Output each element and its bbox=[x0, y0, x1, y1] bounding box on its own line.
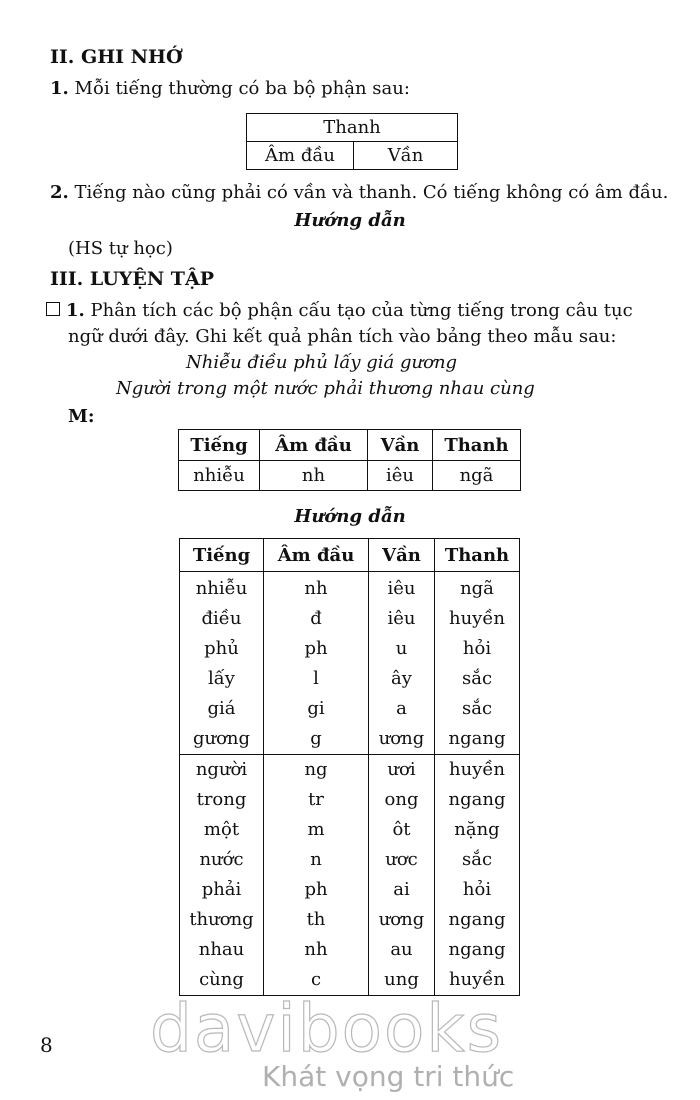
table-cell: trong bbox=[180, 785, 264, 815]
slogan-watermark: Khát vọng tri thức bbox=[262, 1060, 515, 1093]
syllable-structure-table bbox=[246, 113, 458, 170]
table-cell: hỏi bbox=[435, 634, 520, 664]
table-cell: thương bbox=[180, 905, 264, 935]
table-cell: ngã bbox=[435, 572, 520, 605]
table-row bbox=[180, 724, 520, 755]
table-cell: ngang bbox=[435, 785, 520, 815]
table-cell: phủ bbox=[180, 634, 264, 664]
table-cell: u bbox=[369, 634, 435, 664]
col-header: Thanh bbox=[433, 430, 521, 461]
table-row bbox=[180, 905, 520, 935]
table-cell: nh bbox=[260, 461, 368, 491]
structure-onset-cell: Âm đầu bbox=[247, 142, 354, 170]
table-cell: gương bbox=[180, 724, 264, 755]
table-cell: ung bbox=[369, 965, 435, 996]
table-cell: nhau bbox=[180, 935, 264, 965]
table-cell: huyền bbox=[435, 604, 520, 634]
table-row bbox=[180, 935, 520, 965]
answer-table-body bbox=[180, 572, 520, 996]
table-row bbox=[180, 755, 520, 786]
table-row bbox=[180, 845, 520, 875]
table-cell: phải bbox=[180, 875, 264, 905]
table-cell: ong bbox=[369, 785, 435, 815]
structure-rhyme-cell: Vần bbox=[354, 142, 458, 170]
table-cell: huyền bbox=[435, 965, 520, 996]
structure-tone-cell: Thanh bbox=[247, 114, 458, 142]
exercise-1-line-2: ngữ dưới đây. Ghi kết quả phân tích vào bảng theo mẫu sau: bbox=[68, 326, 617, 347]
table-cell: nh bbox=[264, 572, 369, 605]
table-cell: ng bbox=[264, 755, 369, 786]
table-cell: ai bbox=[369, 875, 435, 905]
guide-title-1: Hướng dẫn bbox=[294, 210, 406, 231]
table-cell: ngã bbox=[433, 461, 521, 491]
col-header: Âm đầu bbox=[260, 430, 368, 461]
table-cell: m bbox=[264, 815, 369, 845]
col-header: Vần bbox=[369, 539, 435, 572]
ghi-nho-item-1 bbox=[50, 76, 410, 102]
table-cell: g bbox=[264, 724, 369, 755]
table-cell: người bbox=[180, 755, 264, 786]
table-cell: ương bbox=[369, 724, 435, 755]
col-header: Vần bbox=[368, 430, 433, 461]
table-row bbox=[180, 664, 520, 694]
table-cell: đ bbox=[264, 604, 369, 634]
col-header: Tiếng bbox=[179, 430, 260, 461]
item-text: Tiếng nào cũng phải có vần và thanh. Có tiếng không có âm đầu. bbox=[74, 182, 669, 203]
table-cell: c bbox=[264, 965, 369, 996]
table-row bbox=[180, 875, 520, 905]
table-cell: cùng bbox=[180, 965, 264, 996]
table-cell: ương bbox=[369, 905, 435, 935]
table-row bbox=[180, 572, 520, 605]
table-cell: gi bbox=[264, 694, 369, 724]
table-row bbox=[180, 785, 520, 815]
table-cell: sắc bbox=[435, 664, 520, 694]
table-cell: ôt bbox=[369, 815, 435, 845]
section-luyen-tap-heading: III. LUYỆN TẬP bbox=[50, 268, 214, 290]
section-ghi-nho-heading: II. GHI NHỚ bbox=[50, 46, 183, 68]
table-cell: sắc bbox=[435, 694, 520, 724]
table-cell: ngang bbox=[435, 905, 520, 935]
table-cell: tr bbox=[264, 785, 369, 815]
item-number: 1. bbox=[50, 78, 69, 99]
sample-table bbox=[178, 429, 521, 491]
exercise-1-line-1 bbox=[46, 298, 633, 324]
col-header: Tiếng bbox=[180, 539, 264, 572]
table-cell: điều bbox=[180, 604, 264, 634]
table-cell: lấy bbox=[180, 664, 264, 694]
table-cell: ươi bbox=[369, 755, 435, 786]
table-cell: ngang bbox=[435, 935, 520, 965]
sample-label: M: bbox=[68, 406, 95, 427]
table-cell: hỏi bbox=[435, 875, 520, 905]
proverb-line-1: Nhiễu điều phủ lấy giá gương bbox=[186, 352, 458, 373]
answer-table bbox=[179, 538, 520, 996]
table-row bbox=[180, 694, 520, 724]
table-row bbox=[180, 634, 520, 664]
page-number: 8 bbox=[40, 1033, 53, 1057]
table-cell: ph bbox=[264, 875, 369, 905]
table-cell: nhiễu bbox=[179, 461, 260, 491]
table-cell: iêu bbox=[368, 461, 433, 491]
exercise-number: 1. bbox=[66, 300, 85, 321]
table-cell: giá bbox=[180, 694, 264, 724]
table-cell: iêu bbox=[369, 604, 435, 634]
exercise-checkbox-icon bbox=[46, 302, 60, 316]
table-cell: au bbox=[369, 935, 435, 965]
table-cell: huyền bbox=[435, 755, 520, 786]
table-cell: ph bbox=[264, 634, 369, 664]
table-cell: ây bbox=[369, 664, 435, 694]
item-text: Mỗi tiếng thường có ba bộ phận sau: bbox=[74, 78, 410, 99]
self-study-note: (HS tự học) bbox=[68, 238, 173, 259]
table-row bbox=[180, 604, 520, 634]
item-number: 2. bbox=[50, 182, 69, 203]
table-row bbox=[180, 815, 520, 845]
table-cell: iêu bbox=[369, 572, 435, 605]
ghi-nho-item-2 bbox=[50, 180, 668, 206]
table-cell: th bbox=[264, 905, 369, 935]
table-cell: ngang bbox=[435, 724, 520, 755]
table-cell: a bbox=[369, 694, 435, 724]
col-header: Thanh bbox=[435, 539, 520, 572]
proverb-line-2: Người trong một nước phải thương nhau cùng bbox=[116, 378, 535, 399]
table-cell: nhiễu bbox=[180, 572, 264, 605]
guide-title-2: Hướng dẫn bbox=[294, 506, 406, 527]
exercise-text: Phân tích các bộ phận cấu tạo của từng tiếng trong câu tục bbox=[90, 300, 633, 321]
table-cell: nh bbox=[264, 935, 369, 965]
table-cell: một bbox=[180, 815, 264, 845]
col-header: Âm đầu bbox=[264, 539, 369, 572]
table-cell: nặng bbox=[435, 815, 520, 845]
table-cell: ươc bbox=[369, 845, 435, 875]
table-cell: nước bbox=[180, 845, 264, 875]
table-cell: sắc bbox=[435, 845, 520, 875]
table-cell: l bbox=[264, 664, 369, 694]
table-cell: n bbox=[264, 845, 369, 875]
brand-watermark: davibooks bbox=[150, 990, 503, 1067]
